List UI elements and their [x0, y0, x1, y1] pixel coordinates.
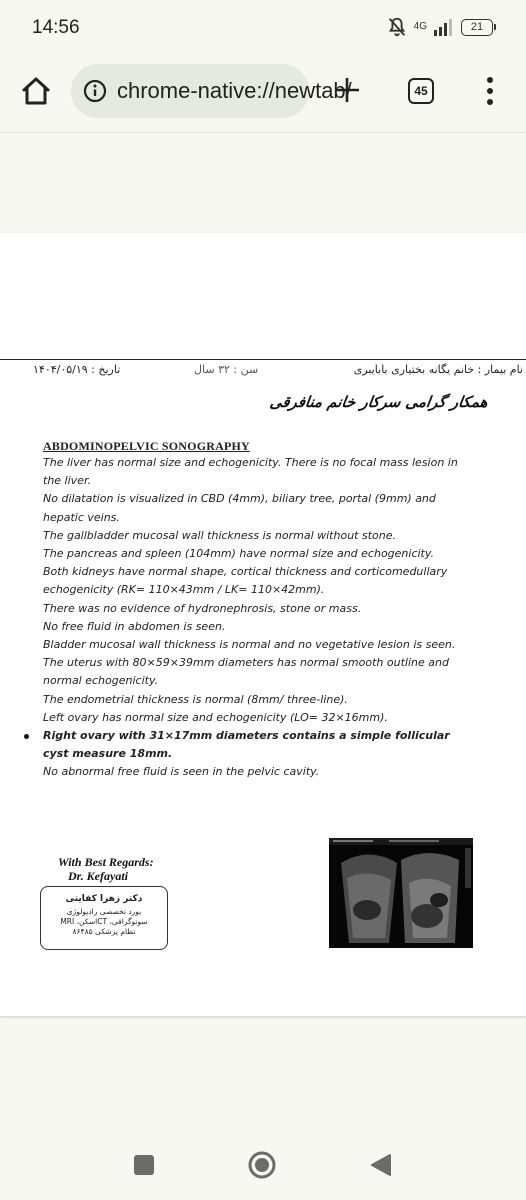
finding-text: There was no evidence of hydronephrosis, stone or mass.	[43, 601, 362, 615]
finding-text: The pancreas and spleen (104mm) have normal size and echogenicity.	[43, 547, 435, 561]
finding-item	[43, 527, 473, 545]
finding-text: The endometrial thickness is normal (8mm/ three-line).	[43, 692, 348, 706]
more-vert-icon[interactable]	[484, 76, 496, 106]
home-icon[interactable]	[20, 75, 52, 107]
finding-item	[43, 654, 473, 690]
finding-text: No free fluid in abdomen is seen.	[43, 619, 226, 633]
finding-item	[43, 563, 473, 599]
url-bar[interactable]	[71, 64, 352, 118]
plus-icon[interactable]	[332, 75, 362, 105]
browser-toolbar	[0, 58, 526, 132]
finding-item	[43, 636, 473, 654]
status-time: 14:56	[32, 17, 80, 38]
patient-name: نام بیمار : خانم یگانه بختیاری بابایبری	[353, 363, 523, 376]
finding-text: Bladder mucosal wall thickness is normal and no vegetative lesion is seen.	[43, 638, 456, 652]
stamp-name: دکتر زهرا کفایتی	[65, 894, 143, 904]
finding-text: The uterus with 80×59×39mm diameters has normal smooth outline and normal echogenicity.	[43, 656, 449, 688]
finding-bullet-item	[43, 727, 473, 763]
finding-text: The liver has normal size and echogenicity. There is no focal mass lesion in the liver.	[43, 456, 458, 488]
signal-icon	[433, 18, 455, 36]
status-bar	[0, 0, 526, 58]
header-rule	[0, 359, 526, 360]
report-title: ABDOMINOPELVIC SONOGRAPHY	[43, 439, 250, 453]
regards-line: With Best Regards:	[58, 855, 154, 869]
finding-text: No abnormal free fluid is seen in the pelvic cavity.	[43, 765, 320, 779]
url-text[interactable]: chrome-native://newtab/	[117, 78, 352, 103]
regards	[58, 855, 154, 883]
network-type-label: 4G	[413, 21, 427, 32]
finding-item	[43, 618, 473, 636]
finding-item	[43, 545, 473, 563]
status-icons	[386, 16, 496, 38]
finding-text: No dilatation is visualized in CBD (4mm), biliary tree, portal (9mm) and hepatic veins.	[43, 492, 436, 524]
finding-item	[43, 454, 473, 490]
stamp-line: بورد تخصصی رادیولوژی	[66, 907, 142, 916]
bullet-icon	[24, 734, 29, 739]
back-icon[interactable]	[370, 1153, 392, 1177]
finding-item	[43, 709, 473, 727]
report-date: تاریخ : ۱۴۰۴/۰۵/۱۹	[33, 363, 121, 376]
battery-level: 21	[461, 19, 493, 36]
finding-item	[43, 490, 473, 526]
finding-text: Right ovary with 31×17mm diameters contains a simple follicular cyst measure 18mm.	[43, 729, 450, 761]
salutation: همکار گرامی سرکار خانم منافرقی	[268, 393, 490, 411]
toolbar-divider	[0, 132, 526, 133]
stamp-line: سونوگرافی، CTاسکن، MRI	[60, 917, 148, 926]
report-findings	[43, 454, 473, 782]
stamp-line: نظام پزشکی ۸۶۴۸۵	[72, 927, 136, 936]
info-icon[interactable]	[83, 79, 107, 103]
mute-icon	[386, 16, 408, 38]
finding-text: The gallbladder mucosal wall thickness is normal without stone.	[43, 528, 396, 542]
system-nav-bar	[0, 1130, 526, 1200]
finding-item	[43, 763, 473, 781]
ultrasound-image	[329, 838, 473, 948]
home-circle-icon[interactable]	[248, 1151, 276, 1179]
finding-text: Both kidneys have normal shape, cortical thickness and corticomedullary echogenicity (RK= 110×43mm / LK= 110×42mm).	[43, 565, 448, 597]
document-page[interactable]	[0, 233, 526, 1016]
tabs-icon[interactable]	[408, 78, 434, 104]
recent-apps-icon[interactable]	[134, 1155, 154, 1175]
finding-text: Left ovary has normal size and echogenicity (LO= 32×16mm).	[43, 710, 388, 724]
doctor-stamp	[40, 886, 168, 950]
battery-icon	[461, 19, 496, 36]
doctor-name: Dr. Kefayati	[68, 869, 128, 883]
patient-age: سن : ۳۲ سال	[194, 363, 259, 376]
finding-item	[43, 600, 473, 618]
finding-item	[43, 691, 473, 709]
tab-count: 45	[414, 84, 428, 98]
